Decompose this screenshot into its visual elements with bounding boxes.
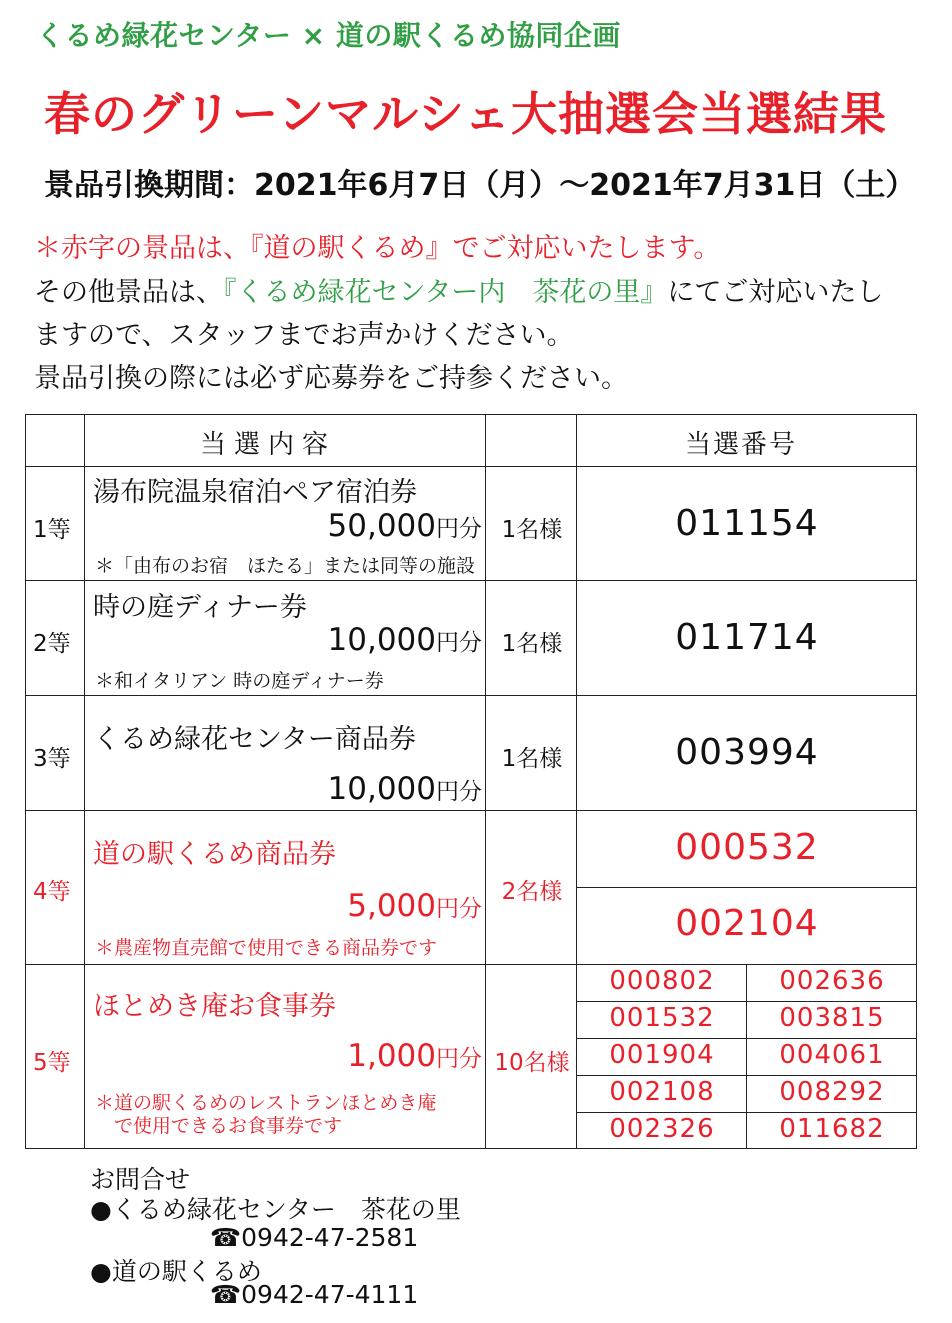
subtitle-cross: ×: [291, 19, 336, 52]
prize-value: [328, 622, 482, 658]
prize-rank: 4等: [33, 879, 71, 905]
subtitle-organizer-b: 道の駅くるめ協同企画: [335, 19, 621, 52]
table-border-row4-split: [577, 887, 917, 888]
table-border-row5-b: [577, 1038, 917, 1039]
prize-name: くるめ緑花センター商品券: [93, 724, 416, 755]
note-other-prefix: その他景品は、: [34, 277, 223, 308]
winning-number: 011154: [675, 503, 819, 544]
prize-amount: 10,000: [327, 622, 436, 658]
prize-amount: 5,000: [347, 888, 436, 924]
note-other-suffix: にてご対応いたし: [667, 277, 884, 308]
winning-number: 001532: [609, 1003, 715, 1033]
winner-count: 1名様: [501, 517, 563, 543]
prize-name: 道の駅くるめ商品券: [93, 839, 336, 870]
prize-unit: 円分: [436, 779, 482, 805]
prize-name: 湯布院温泉宿泊ペア宿泊券: [93, 477, 417, 508]
prize-amount: 50,000: [327, 508, 436, 544]
subtitle: [36, 14, 621, 54]
note-ticket: 景品引換の際には必ず応募券をご持参ください。: [34, 363, 628, 394]
table-border-content: [485, 414, 486, 1149]
prize-rank: 2等: [33, 631, 71, 657]
winning-number: 003994: [675, 732, 819, 773]
prize-value: [347, 888, 482, 924]
winner-count: 1名様: [501, 631, 563, 657]
prize-name: 時の庭ディナー券: [93, 592, 307, 623]
note-other-location: 『くるめ緑花センター内 茶花の里』: [223, 277, 668, 308]
prize-value: [328, 508, 482, 544]
winning-number: 003815: [779, 1003, 885, 1033]
winning-number: 011714: [675, 617, 819, 658]
table-border-rank: [84, 414, 85, 1149]
prize-unit: 円分: [436, 516, 482, 542]
winner-count: 2名様: [501, 879, 563, 905]
winning-number: 002108: [609, 1077, 715, 1107]
prize-note: ＊「由布のお宿 ほたる」または同等の施設: [95, 555, 476, 577]
prize-unit: 円分: [436, 896, 482, 922]
contact-org-garden: ●くるめ緑花センター 茶花の里: [90, 1195, 461, 1224]
winner-count: 10名様: [494, 1050, 570, 1076]
note-staff: ますので、スタッフまでお声かけください。: [34, 320, 574, 351]
prize-amount: 10,000: [327, 771, 436, 807]
table-border-header: [25, 466, 917, 467]
header-prize-content: 当選内容: [200, 430, 337, 460]
winning-number: 000532: [675, 827, 819, 868]
prize-unit: 円分: [436, 1046, 482, 1072]
winning-number: 002636: [779, 966, 885, 996]
subtitle-organizer-a: くるめ緑花センター: [36, 19, 292, 52]
prize-note: で使用できるお食事券です: [95, 1115, 343, 1137]
prize-rank: 3等: [33, 746, 71, 772]
table-border-left: [25, 414, 26, 1149]
winning-number: 002104: [675, 903, 819, 944]
prize-unit: 円分: [436, 630, 482, 656]
header-winning-numbers: 当選番号: [685, 430, 798, 460]
table-border-row3: [25, 810, 917, 811]
page-title: 春のグリーンマルシェ大抽選会当選結果: [44, 87, 888, 141]
prize-rank: 1等: [33, 517, 71, 543]
table-border-bottom: [25, 1148, 917, 1149]
table-border-row5-c: [577, 1075, 917, 1076]
table-border-row5-d: [577, 1112, 917, 1113]
winning-number: 011682: [779, 1114, 885, 1144]
prize-note: ＊道の駅くるめのレストランほとめき庵: [95, 1092, 437, 1114]
prize-amount: 1,000: [347, 1038, 436, 1074]
exchange-period: 景品引換期間：2021年6月7日（月）～2021年7月31日（土）: [44, 168, 916, 203]
contact-heading: お問合せ: [90, 1165, 191, 1194]
prize-value: [328, 771, 482, 807]
prize-value: [347, 1038, 482, 1074]
winning-number: 008292: [779, 1077, 885, 1107]
table-border-row1: [25, 580, 917, 581]
note-red-prizes: ＊赤字の景品は、『道の駅くるめ』でご対応いたします。: [34, 233, 721, 264]
winning-number: 001904: [609, 1040, 715, 1070]
winner-count: 1名様: [501, 746, 563, 772]
winning-number: 002326: [609, 1114, 715, 1144]
winning-number: 000802: [609, 966, 715, 996]
table-border-top: [25, 414, 917, 415]
contact-tel-garden: ☎0942-47-2581: [210, 1223, 419, 1252]
contact-org-station: ●道の駅くるめ: [90, 1257, 262, 1286]
prize-rank: 5等: [33, 1050, 71, 1076]
note-other-prizes: [34, 270, 883, 309]
prize-name: ほとめき庵お食事券: [93, 991, 336, 1022]
contact-tel-station: ☎0942-47-4111: [210, 1280, 419, 1309]
table-border-row4: [25, 964, 917, 965]
table-border-row5-a: [577, 1001, 917, 1002]
prize-note: ＊農産物直売館で使用できる商品券です: [95, 937, 438, 959]
winning-number: 004061: [779, 1040, 885, 1070]
prize-table: [25, 414, 917, 1149]
prize-note: ＊和イタリアン 時の庭ディナー券: [95, 670, 384, 692]
table-border-row2: [25, 695, 917, 696]
